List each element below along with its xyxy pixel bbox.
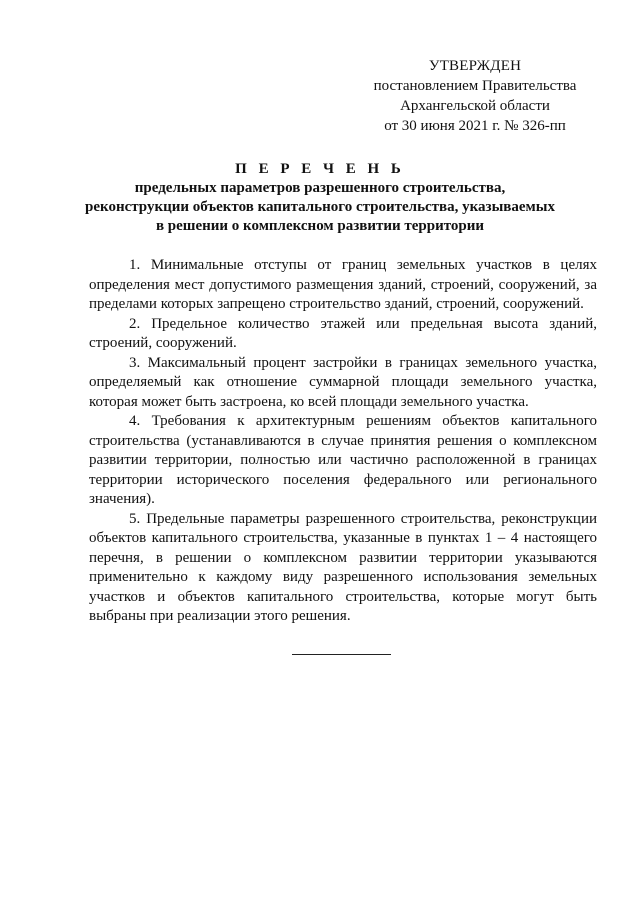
approval-block [360,56,590,136]
end-divider [292,654,391,655]
list-item-3: 3. Максимальный процент застройки в границах земельного участка, определяемый как отношение суммарной площади земельного участка, которая может быть застроена, ко всей площади земельного участка. [89,354,597,410]
list-item-2: 2. Предельное количество этажей или предельная высота зданий, строений, сооружений. [89,315,597,351]
approval-line-1: постановлением Правительства [373,78,577,94]
list-item-4: 4. Требования к архитектурным решениям объектов капитального строительства (устанавливаются в случае принятия решения о комплексном развитии территории, полностью или частично расположенной в границах территории исторического поселения федерального или регионального значения). [89,413,597,507]
approval-line-3: от 30 июня 2021 г. № 326-пп [384,118,566,134]
approval-title: УТВЕРЖДЕН [428,58,522,74]
list-item-5: 5. Предельные параметры разрешенного строительства, реконструкции объектов капитального строительства, указанные в пунктах 1 – 4 настоящего перечня, в решении о комплексном развитии территории указываются применительно к каждому виду разрешенного использования земельных участков и объектов капитального строительства, которые могут быть выбраны при реализации этого решения. [89,510,597,624]
heading-line-1: предельных параметров разрешенного строительства, [134,180,506,196]
document-body [89,256,597,627]
heading-line-2: реконструкции объектов капитального строительства, указываемых [85,199,555,215]
list-item-1: 1. Минимальные отступы от границ земельных участков в целях определения мест допустимого размещения зданий, строений, сооружений, за пределами которых запрещено строительство зданий, строений, сооружений. [89,257,597,312]
heading-line-3: в решении о комплексном развитии территории [155,218,485,234]
approval-line-2: Архангельской области [400,98,550,114]
heading-title: П Е Р Е Ч Е Н Ь [235,161,405,177]
document-heading [60,160,580,236]
